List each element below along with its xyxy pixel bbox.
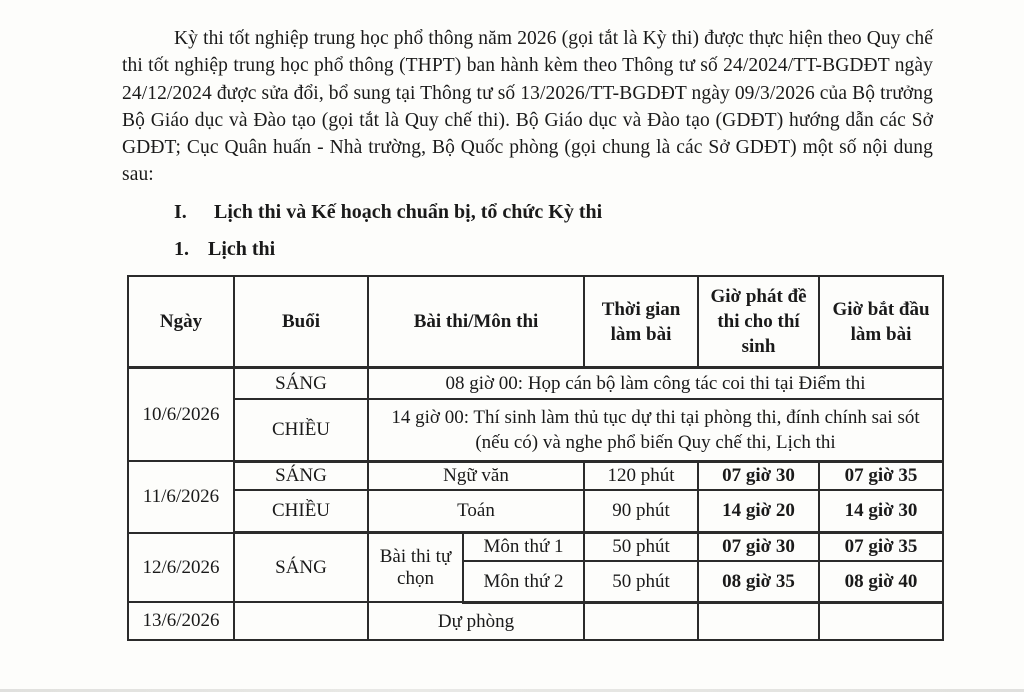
header-duration: Thời gian làm bài xyxy=(584,276,698,368)
activity-cell: 14 giờ 00: Thí sinh làm thủ tục dự thi tại phòng thi, đính chính sai sót (nếu có) và nghe phổ biến Quy chế thi, Lịch thi xyxy=(368,399,943,461)
subject-cell: Dự phòng xyxy=(368,602,584,640)
subsection-heading xyxy=(122,236,933,262)
table-row xyxy=(128,399,943,461)
activity-cell: 08 giờ 00: Họp cán bộ làm công tác coi thi tại Điểm thi xyxy=(368,368,943,400)
session-cell: SÁNG xyxy=(234,368,368,400)
table-header-row xyxy=(128,276,943,368)
handout-time-cell: 07 giờ 30 xyxy=(698,533,819,562)
subsection-title: Lịch thi xyxy=(208,237,276,260)
start-time-cell: 14 giờ 30 xyxy=(819,490,943,533)
handout-time-cell: 14 giờ 20 xyxy=(698,490,819,533)
intro-paragraph: Kỳ thi tốt nghiệp trung học phổ thông năm 2026 (gọi tắt là Kỳ thi) được thực hiện theo Quy chế thi tốt nghiệp trung học phổ thông (THPT) ban hành kèm theo Thông tư số 24/2024/TT-BGDĐT ngày 24/12/2024 được sửa đổi, bổ sung tại Thông tư số 13/2026/TT-BGDĐT ngày 09/3/2026 của Bộ trưởng Bộ Giáo dục và Đào tạo (gọi tắt là Quy chế thi). Bộ Giáo dục và Đào tạo (GDĐT) hướng dẫn các Sở GDĐT; Cục Quân huấn - Nhà trường, Bộ Quốc phòng (gọi chung là các Sở GDĐT) một số nội dung sau: xyxy=(122,28,933,186)
table-row xyxy=(128,533,943,562)
handout-time-cell xyxy=(698,602,819,640)
session-cell: CHIỀU xyxy=(234,490,368,533)
date-cell: 11/6/2026 xyxy=(128,461,234,533)
section-title: Lịch thi và Kế hoạch chuẩn bị, tổ chức Kỳ thi xyxy=(214,200,603,223)
table-row xyxy=(128,368,943,400)
header-session: Buổi xyxy=(234,276,368,368)
header-start: Giờ bắt đầu làm bài xyxy=(819,276,943,368)
duration-cell: 90 phút xyxy=(584,490,698,533)
subject-cell: Ngữ văn xyxy=(368,461,584,490)
duration-cell: 120 phút xyxy=(584,461,698,490)
session-cell xyxy=(234,602,368,640)
header-exam: Bài thi/Môn thi xyxy=(368,276,584,368)
handout-time-cell: 07 giờ 30 xyxy=(698,461,819,490)
header-date: Ngày xyxy=(128,276,234,368)
handout-time-cell: 08 giờ 35 xyxy=(698,561,819,602)
start-time-cell xyxy=(819,602,943,640)
table-row xyxy=(128,461,943,490)
section-number: I. xyxy=(174,200,187,223)
table-row xyxy=(128,490,943,533)
exam-schedule-table xyxy=(127,275,944,642)
table-row xyxy=(128,602,943,640)
subject-cell: Toán xyxy=(368,490,584,533)
session-cell: CHIỀU xyxy=(234,399,368,461)
duration-cell: 50 phút xyxy=(584,533,698,562)
date-cell: 13/6/2026 xyxy=(128,602,234,640)
duration-cell xyxy=(584,602,698,640)
date-cell: 10/6/2026 xyxy=(128,368,234,462)
section-heading xyxy=(122,199,933,225)
subject-cell: Môn thứ 2 xyxy=(463,561,584,602)
date-cell: 12/6/2026 xyxy=(128,533,234,603)
header-handout: Giờ phát đề thi cho thí sinh xyxy=(698,276,819,368)
exam-group-cell: Bài thi tự chọn xyxy=(368,533,463,603)
start-time-cell: 07 giờ 35 xyxy=(819,461,943,490)
duration-cell: 50 phút xyxy=(584,561,698,602)
session-cell: SÁNG xyxy=(234,533,368,603)
session-cell: SÁNG xyxy=(234,461,368,490)
subsection-number: 1. xyxy=(174,237,189,260)
start-time-cell: 08 giờ 40 xyxy=(819,561,943,602)
start-time-cell: 07 giờ 35 xyxy=(819,533,943,562)
subject-cell: Môn thứ 1 xyxy=(463,533,584,562)
